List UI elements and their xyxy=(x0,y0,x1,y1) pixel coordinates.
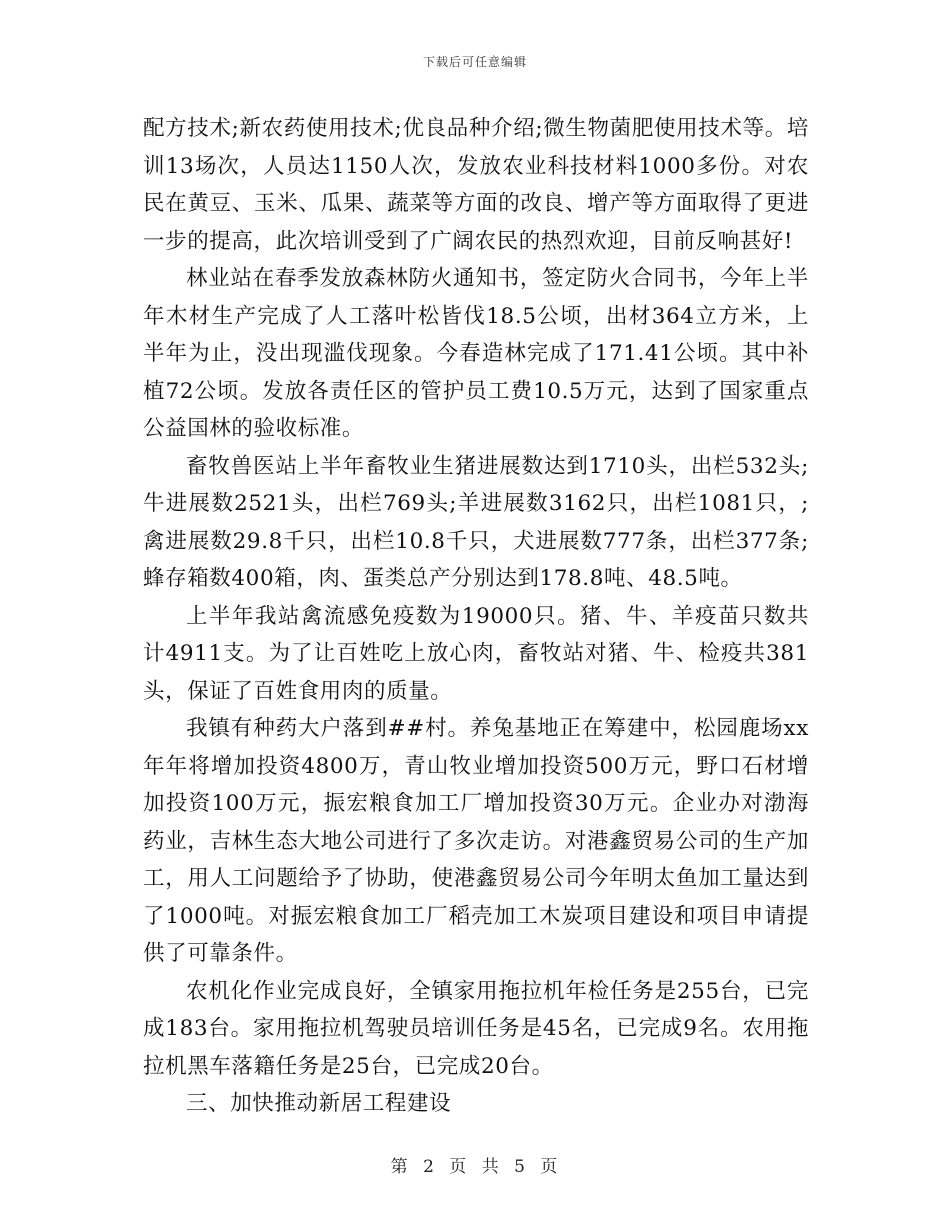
paragraph-agri-machinery: 农机化作业完成良好，全镇家用拖拉机年检任务是255台，已完成183台。家用拖拉机驾驶员培训任务是45名，已完成9名。农用拖拉机黑车落籍任务是25台，已完成20台。 xyxy=(143,978,809,1079)
paragraph-training: 配方技术;新农药使用技术;优良品种介绍;微生物菌肥使用技术等。培训13场次，人员达1150人次，发放农业科技材料1000多份。对农民在黄豆、玉米、瓜果、蔬菜等方面的改良、增产等方面取得了更进一步的提高，此次培训受到了广阔农民的热烈欢迎，目前反响甚好! xyxy=(143,116,809,254)
page-number: 第 2 页 共 5 页 xyxy=(390,1157,560,1177)
document-body xyxy=(143,110,809,1123)
section-heading: 三、加快推动新居工程建设 xyxy=(186,1091,452,1116)
paragraph-vaccination: 上半年我站禽流感免疫数为19000只。猪、牛、羊疫苗只数共计4911支。为了让百姓吃上放心肉，畜牧站对猪、牛、检疫共381头，保证了百姓食用肉的质量。 xyxy=(143,603,809,704)
page-header: 下载后可任意编辑 xyxy=(422,55,527,69)
paragraph-enterprise: 我镇有种药大户落到##村。养兔基地正在筹建中，松园鹿场xx年年将增加投资4800万，青山牧业增加投资500万元，野口石材增加投资100万元，振宏粮食加工厂增加投资30万元。企业办对渤海药业，吉林生态大地公司进行了多次走访。对港鑫贸易公司的生产加工，用人工问题给予了协助，使港鑫贸易公司今年明太鱼加工量达到了1000吨。对振宏粮食加工厂稻壳加工木炭项目建设和项目申请提供了可靠条件。 xyxy=(143,716,809,966)
paragraph-livestock: 畜牧兽医站上半年畜牧业生猪进展数达到1710头，出栏532头;牛进展数2521头，出栏769头;羊进展数3162只，出栏1081只，;禽进展数29.8千只，出栏10.8千只，犬进展数777条，出栏377条;蜂存箱数400箱，肉、蛋类总产分别达到178.8吨、48.5吨。 xyxy=(143,453,809,591)
paragraph-forestry: 林业站在春季发放森林防火通知书，签定防火合同书，今年上半年木材生产完成了人工落叶松皆伐18.5公顷，出材364立方米，上半年为止，没出现滥伐现象。今春造林完成了171.41公顷。其中补植72公顷。发放各责任区的管护员工费10.5万元，达到了国家重点公益国林的验收标准。 xyxy=(143,266,809,441)
